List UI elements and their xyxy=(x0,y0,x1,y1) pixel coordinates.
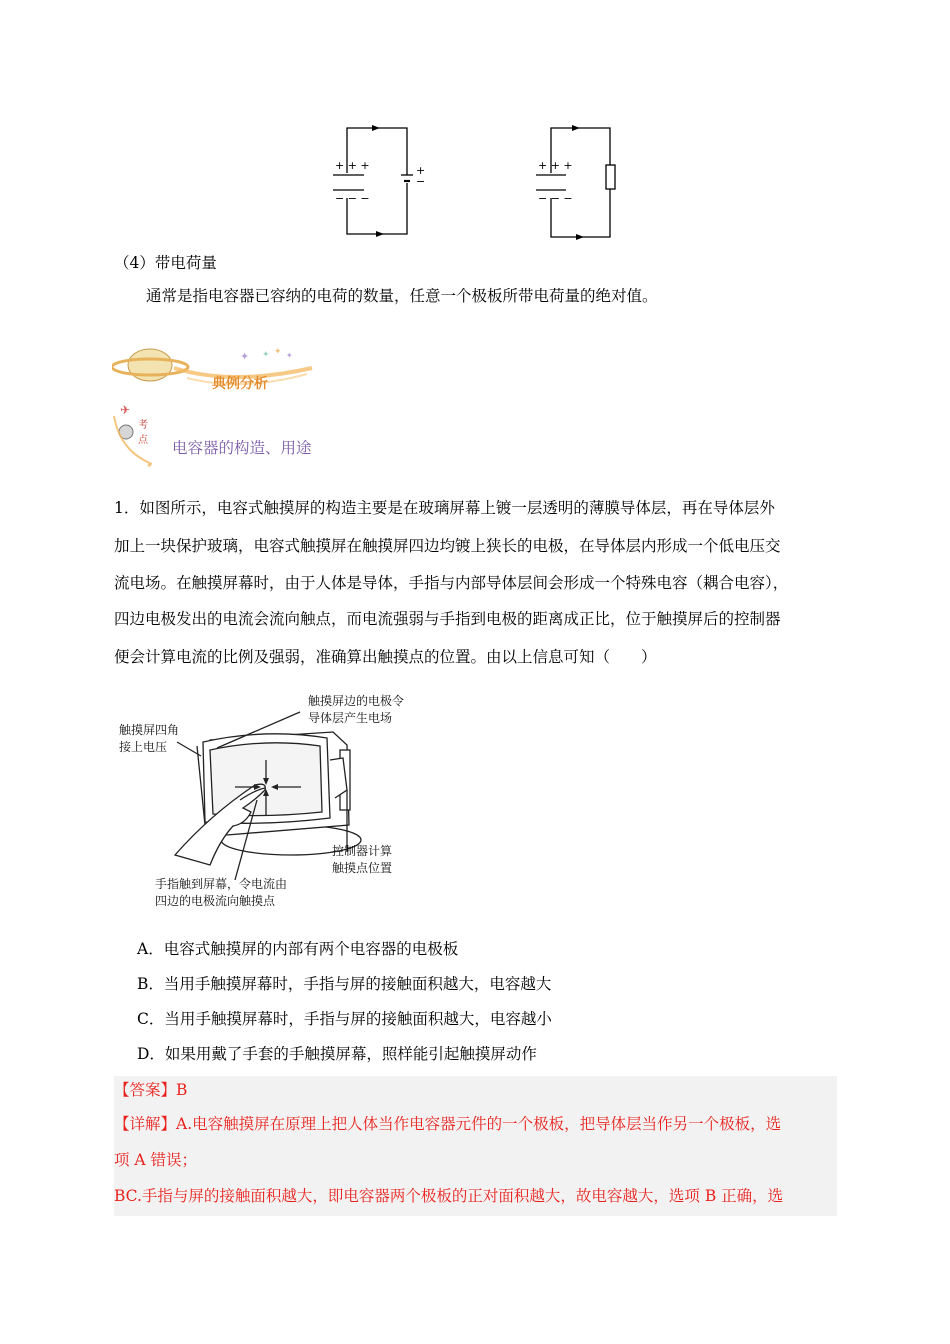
detail-line-1: 【详解】A.电容触摸屏在原理上把人体当作电容器元件的一个极板，把导体层当作另一个极板，选 xyxy=(114,1115,782,1133)
label-top-1: 触摸屏边的电极令 xyxy=(308,694,405,708)
section-text-part1: 通常是指电容器已容纳的电荷的数量，任意一个极板所带电荷量的绝 xyxy=(146,287,612,305)
detail-line-2: 项 A 错误； xyxy=(114,1151,198,1169)
section-text xyxy=(146,289,658,305)
circuit-capacitor-resistor xyxy=(536,125,615,240)
svg-text:✦: ✦ xyxy=(146,461,153,470)
label-right-1: 控制器计算 xyxy=(332,844,393,858)
plus-signs-right: + + + xyxy=(538,159,573,172)
battery-minus: − xyxy=(416,175,426,188)
label-right-2: 触摸点位置 xyxy=(332,861,393,875)
question-line-2: 加上一块保护玻璃，电容式触摸屏在触摸屏四边均镀上狭长的电极，在导体层内形成一个低电压交 xyxy=(114,537,781,555)
option-d: D．如果用戴了手套的手触摸屏幕，照样能引起触摸屏动作 xyxy=(137,1045,537,1063)
star-icon: ✦ xyxy=(240,350,250,363)
option-c: C．当用手触摸屏幕时，手指与屏的接触面积越大，电容越小 xyxy=(137,1010,552,1028)
option-a: A．电容式触摸屏的内部有两个电容器的电极板 xyxy=(137,940,459,958)
svg-text:✦: ✦ xyxy=(286,351,293,360)
option-b: B．当用手触摸屏幕时，手指与屏的接触面积越大，电容越大 xyxy=(137,975,552,993)
circuit-capacitor-battery xyxy=(333,125,413,237)
circuit-diagrams xyxy=(320,120,620,245)
rocket-icon: ✈ xyxy=(120,403,131,417)
kaodian-label-2: 点 xyxy=(138,435,148,446)
label-left-2: 接上电压 xyxy=(119,740,168,754)
section-heading: （4）带电荷量 xyxy=(114,254,217,272)
label-bottom-1: 手指触到屏幕，令电流由 xyxy=(155,877,288,891)
minus-signs-left: − − − xyxy=(335,192,370,205)
question-line-5: 便会计算电流的比例及强弱，准确算出触摸点的位置。由以上信息可知（ ） xyxy=(114,648,657,666)
svg-text:✦: ✦ xyxy=(262,350,270,360)
question-line-4: 四边电极发出的电流会流向触点，而电流强弱与手指到电极的距离成正比，位于触摸屏后的控制器 xyxy=(114,610,781,628)
question-line-1: 1．如图所示，电容式触摸屏的构造主要是在玻璃屏幕上镀一层透明的薄膜导体层，再在导体层外 xyxy=(114,499,775,517)
battery-plus: + xyxy=(416,164,426,177)
label-bottom-2: 四边的电极流向触摸点 xyxy=(155,894,276,908)
section-text-part2: 对值。 xyxy=(611,287,658,305)
label-left-1: 触摸屏四角 xyxy=(119,723,180,737)
kaodian-label-1: 考 xyxy=(138,420,148,431)
touchscreen-figure xyxy=(115,690,435,915)
question-line-3: 流电场。在触摸屏幕时，由于人体是导体，手指与内部导体层间会形成一个特殊电容（耦合电容）， xyxy=(114,574,789,592)
banner-title: 典例分析 xyxy=(212,376,268,392)
detail-line-3: BC.手指与屏的接触面积越大，即电容器两个极板的正对面积越大，故电容越大，选项 B 正确，选 xyxy=(114,1187,784,1205)
svg-text:✦: ✦ xyxy=(274,347,282,357)
label-top-2: 导体层产生电场 xyxy=(308,711,393,725)
topic-title: 电容器的构造、用途 xyxy=(172,439,312,457)
plus-signs-left: + + + xyxy=(335,159,370,172)
answer-line: 【答案】B xyxy=(114,1081,188,1099)
minus-signs-right: − − − xyxy=(538,192,573,205)
